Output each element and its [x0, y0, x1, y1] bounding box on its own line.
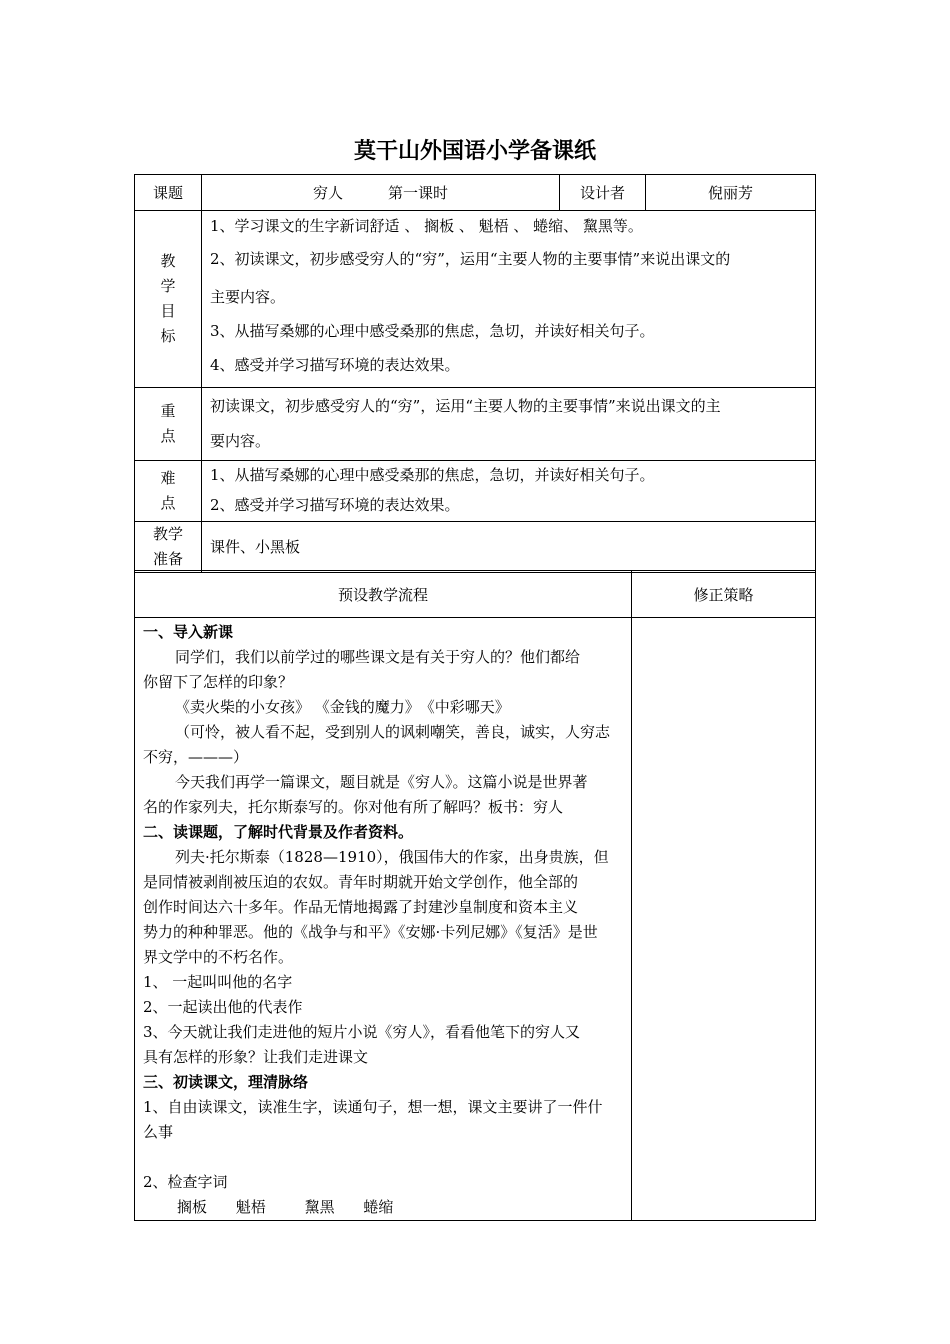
flow-header-row: [135, 571, 816, 618]
list-item: 3、今天就让我们走进他的短片小说《穷人》，看看他笔下的穷人又: [143, 1023, 581, 1041]
vocab-word: 魁梧: [235, 1198, 266, 1216]
goals-label-char: 学: [160, 277, 176, 295]
difficulty-line: 1、从描写桑娜的心理中感受桑那的焦虑，急切，并读好相关句子。: [210, 466, 655, 484]
paragraph-line: 你留下了怎样的印象？: [143, 673, 294, 691]
flow-content: [135, 618, 632, 1221]
paragraph-line: 不穷，———）: [143, 748, 249, 766]
vocab-words: [143, 1195, 623, 1220]
lesson-info-table: [134, 174, 816, 573]
paragraph-line: 势力的种种罪恶。他的《战争与和平》《安娜·卡列尼娜》《复活》是世: [143, 923, 598, 941]
teaching-flow-table: [134, 570, 816, 1221]
key-point-line: 初读课文，初步感受穷人的“穷”，运用“主要人物的主要事情”来说出课文的主: [210, 397, 721, 415]
paragraph-line: （可怜，被人看不起，受到别人的讽刺嘲笑，善良，诚实，人穷志: [175, 723, 611, 741]
prep-label-line: 教学: [152, 525, 183, 543]
list-item: 1、自由读课文，读准生字，读通句子，想一想，课文主要讲了一件什: [143, 1098, 603, 1116]
paragraph-line: 界文学中的不朽名作。: [143, 948, 294, 966]
designer-value: 倪丽芳: [646, 175, 816, 211]
goal-line: 2、初读课文，初步感受穷人的“穷”，运用“主要人物的主要事情”来说出课文的: [210, 250, 731, 268]
list-item: 2、检查字词: [143, 1173, 228, 1191]
difficulties-label-char: 难: [160, 469, 176, 487]
paragraph-line: 同学们，我们以前学过的哪些课文是有关于穷人的？他们都给: [175, 648, 581, 666]
key-points-row: [135, 388, 816, 461]
paragraph-line: 名的作家列夫，托尔斯泰写的。你对他有所了解吗？板书：穷人: [143, 798, 564, 816]
paragraph-line: 今天我们再学一篇课文，题目就是《穷人》。这篇小说是世界著: [175, 773, 588, 791]
vocab-word: 蜷缩: [363, 1198, 394, 1216]
difficulties-row: [135, 461, 816, 522]
goal-line: 4、感受并学习描写环境的表达效果。: [210, 356, 460, 374]
vocab-word: 搁板: [177, 1198, 208, 1216]
flow-body-row: [135, 618, 816, 1221]
paragraph-line: 是同情被剥削被压迫的农奴。青年时期就开始文学创作，他全部的: [143, 873, 579, 891]
goal-line: 1、学习课文的生字新词舒适 、 搁板 、 魁梧 、 蜷缩、 黧黑等。: [210, 217, 643, 235]
goals-label-char: 教: [160, 252, 176, 270]
difficulty-line: 2、感受并学习描写环境的表达效果。: [210, 496, 460, 514]
key-points-label-char: 重: [160, 402, 176, 420]
list-item: 1、 一起叫叫他的名字: [143, 973, 293, 991]
revision-strategy-cell: [632, 618, 816, 1221]
list-item: 2、一起读出他的代表作: [143, 998, 303, 1016]
difficulties-content: [202, 461, 816, 522]
designer-label: 设计者: [560, 175, 646, 211]
paragraph-line: 创作时间达六十多年。作品无情地揭露了封建沙皇制度和资本主义: [143, 898, 579, 916]
goal-line: 主要内容。: [210, 288, 286, 306]
goals-label-char: 目: [160, 302, 176, 320]
goals-content: [202, 211, 816, 388]
topic-value: 穷人 第一课时: [202, 175, 560, 211]
goals-label: [135, 211, 202, 388]
list-item: 么事: [143, 1123, 174, 1141]
difficulties-label-char: 点: [160, 494, 176, 512]
section-heading: 三、初读课文，理清脉络: [143, 1073, 309, 1091]
key-points-label: [135, 388, 202, 461]
goal-line: 3、从描写桑娜的心理中感受桑那的焦虑，急切，并读好相关句子。: [210, 322, 655, 340]
prep-label-line: 准备: [152, 550, 183, 568]
section-heading: 二、读课题，了解时代背景及作者资料。: [143, 823, 414, 841]
blank-line: [143, 1145, 623, 1170]
flow-header-right: 修正策略: [632, 571, 816, 618]
prep-value: 课件、小黑板: [202, 522, 816, 573]
prep-label: [135, 522, 202, 573]
section-heading: 一、导入新课: [143, 623, 234, 641]
key-points-label-char: 点: [160, 427, 176, 445]
goals-row: [135, 211, 816, 388]
goals-label-char: 标: [160, 327, 176, 345]
prep-row: [135, 522, 816, 573]
difficulties-label: [135, 461, 202, 522]
key-points-content: [202, 388, 816, 461]
flow-header-left: 预设教学流程: [135, 571, 632, 618]
key-point-line: 要内容。: [210, 432, 271, 450]
page-title: 莫干山外国语小学备课纸: [353, 139, 596, 164]
paragraph-line: 列夫·托尔斯泰（1828—1910），俄国伟大的作家，出身贵族，但: [175, 848, 609, 866]
list-item: 具有怎样的形象？让我们走进课文: [143, 1048, 369, 1066]
topic-label: 课题: [135, 175, 202, 211]
topic-row: [135, 175, 816, 211]
paragraph-line: 《卖火柴的小女孩》 《金钱的魔力》 《中彩哪天》: [175, 698, 510, 716]
vocab-word: 黧黑: [304, 1198, 335, 1216]
